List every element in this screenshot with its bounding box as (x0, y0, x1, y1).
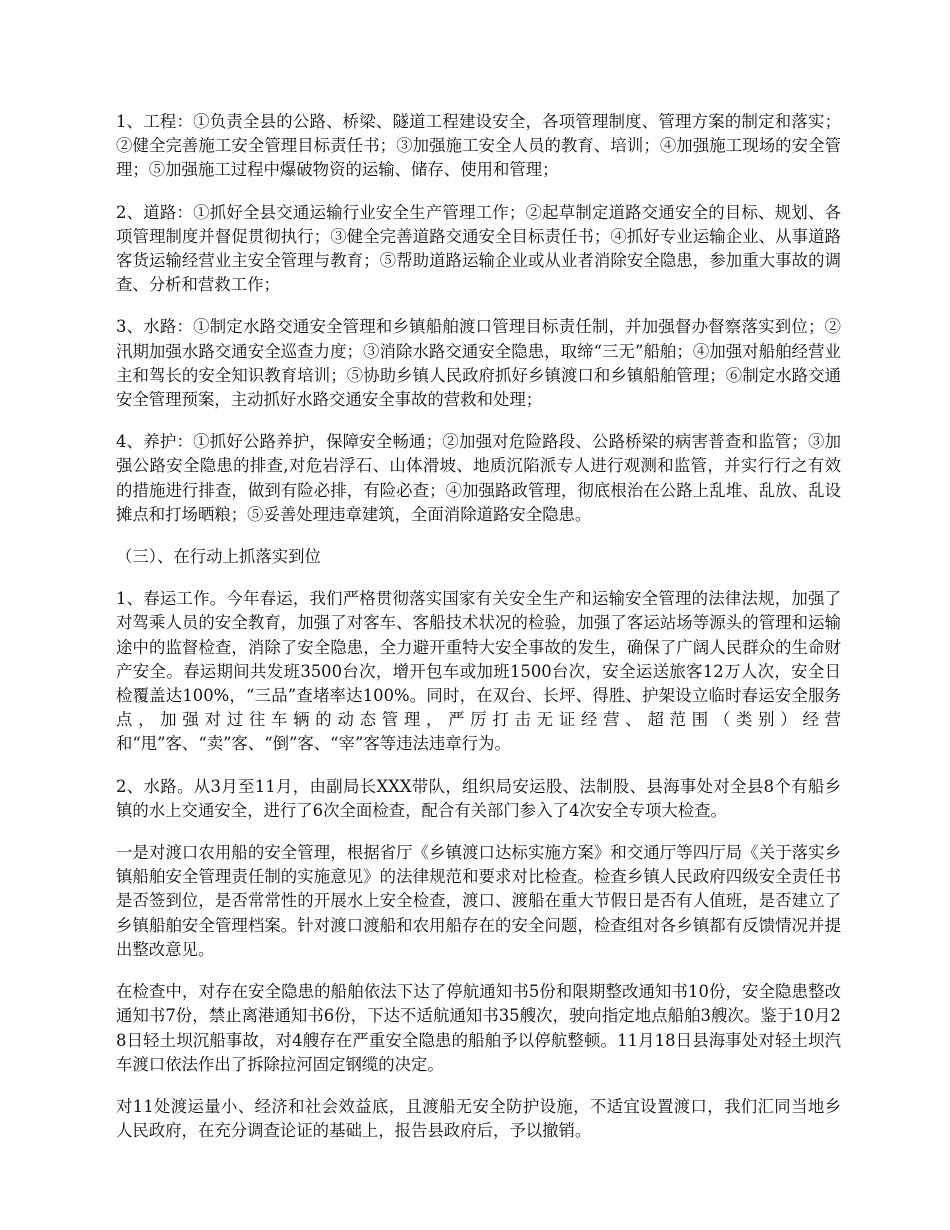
paragraph-waterways: 3、水路：①制定水路交通安全管理和乡镇船舶渡口管理目标责任制，并加强督办督察落实到位；②汛期加强水路交通安全巡查力度；③消除水路交通安全隐患，取缔“三无”船舶；④加强对船舶经营业主和驾长的安全知识教育培训；⑤协助乡镇人民政府抓好乡镇渡口和乡镇船舶管理；⑥制定水路交通安全管理预案，主动抓好水路交通安全事故的营救和处理； (116, 317, 841, 410)
paragraph-ferry-revocation: 对11处渡运量小、经济和社会效益底，且渡船无安全防护设施，不适宜设置渡口，我们汇同当地乡人民政府，在充分调查论证的基础上，报告县政府后，予以撤销。 (116, 1096, 841, 1141)
paragraph-engineering: 1、工程：①负责全县的公路、桥梁、隧道工程建设安全，各项管理制度、管理方案的制定和落实；②健全完善施工安全管理目标责任书；③加强施工安全人员的教育、培训；④加强施工现场的安全管理；⑤加强施工过程中爆破物资的运输、储存、使用和管理； (116, 112, 841, 180)
section-heading: （三）、在行动上抓落实到位 (116, 547, 321, 567)
paragraph-inspection-results: 在检查中，对存在安全隐患的船舶依法下达了停航通知书5份和限期整改通知书10份，安全隐患整改通知书7份，禁止离港通知书6份，下达不适航通知书35艘次，驶向指定地点船舶3艘次。鉴于10月28日轻土坝沉船事故，对4艘存在严重安全隐患的船舶予以停航整顿。11月18日县海事处对轻土坝汽车渡口依法作出了拆除拉河固定钢缆的决定。 (116, 982, 841, 1074)
paragraph-water-inspection: 2、水路。从3月至11月，由副局长XXX带队，组织局安运股、法制股、县海事处对全县8个有船乡镇的水上交通安全，进行了6次全面检查，配合有关部门参入了4次安全专项大检查。 (116, 776, 841, 820)
paragraph-spring-transport: 1、春运工作。今年春运，我们严格贯彻落实国家有关安全生产和运输安全管理的法律法规，加强了对驾乘人员的安全教育，加强了对客车、客船技术状况的检验，加强了客运站场等源头的管理和运输途中的监督检查，消除了安全隐患，全力避开重特大安全事故的发生，确保了广阔人民群众的生命财产安全。春运期间共发班3500台次，增开包车或加班1500台次，安全运送旅客12万人次，安全日检覆盖达100%，“三品”查堵率达100%。同时，在双台、长坪、得胜、护架设立临时春运安全服务点，加强对过往车辆的动态管理，严厉打击无证经营、超范围（类别）经营和“甩”客、“卖”客、“倒”客、“宰”客等违法违章行为。 (116, 589, 841, 754)
paragraph-roads: 2、道路：①抓好全县交通运输行业安全生产管理工作；②起草制定道路交通安全的目标、规划、各项管理制度并督促贯彻执行；③健全完善道路交通安全目标责任书；④抓好专业运输企业、从事道路客货运输经营业主安全管理与教育；⑤帮助道路运输企业或从业者消除安全隐患，参加重大事故的调查、分析和营救工作； (116, 202, 841, 295)
paragraph-ferry-management: 一是对渡口农用船的安全管理，根据省厅《乡镇渡口达标实施方案》和交通厅等四厅局《关于落实乡镇船舶安全管理责任制的实施意见》的法律规范和要求对比检查。检查乡镇人民政府四级安全责任书是否签到位，是否常常性的开展水上安全检查，渡口、渡船在重大节假日是否有人值班，是否建立了乡镇船舶安全管理档案。针对渡口渡船和农用船存在的安全问题，检查组对各乡镇都有反馈情况并提出整改意见。 (116, 843, 841, 959)
document-body (116, 110, 841, 1161)
paragraph-maintenance: 4、养护：①抓好公路养护，保障安全畅通；②加强对危险路段、公路桥梁的病害普查和监管；③加强公路安全隐患的排查,对危岩浮石、山体滑坡、地质沉陷派专人进行观测和监管，并实行行之有效的措施进行排查，做到有险必排，有险必查；④加强路政管理，彻底根治在公路上乱堆、乱放、乱设摊点和打场晒粮；⑤妥善处理违章建筑，全面消除道路安全隐患。 (116, 432, 841, 524)
